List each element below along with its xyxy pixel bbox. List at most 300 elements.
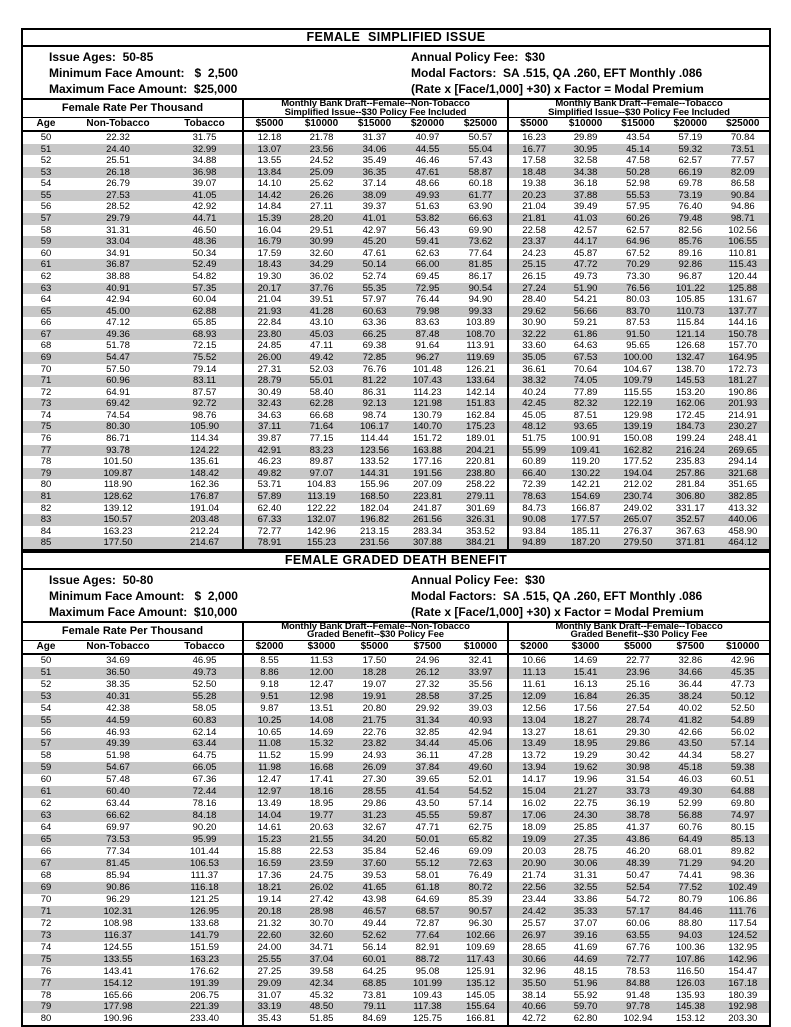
value-cell: 25.57 <box>507 918 559 930</box>
value-cell: 86.58 <box>730 178 755 190</box>
age-cell: 59 <box>40 236 52 248</box>
value-cell: 49.42 <box>309 351 334 363</box>
column-header: $15000 <box>357 118 392 129</box>
value-cell: 128.62 <box>103 490 133 502</box>
value-cell: 38.88 <box>106 270 130 282</box>
value-cell: 44.69 <box>573 953 598 965</box>
value-cell: 27.32 <box>415 678 440 690</box>
value-cell: 66.00 <box>415 259 440 271</box>
value-cell: 36.50 <box>106 666 130 678</box>
value-cell: 62.57 <box>678 155 703 167</box>
table-row <box>23 537 769 549</box>
value-cell: 50.01 <box>415 834 440 846</box>
column-header: $10000 <box>304 118 339 129</box>
info-section <box>23 570 769 623</box>
value-cell: 83.23 <box>309 444 334 456</box>
value-cell: 52.49 <box>192 259 217 271</box>
value-cell: 17.41 <box>309 774 334 786</box>
table-row <box>23 178 769 190</box>
minimum-face-amount-line: Minimum Face Amount: $ 2,500 <box>49 66 238 80</box>
value-cell: 100.36 <box>675 941 705 953</box>
value-cell: 214.67 <box>189 537 220 549</box>
value-cell: 15.88 <box>242 846 295 858</box>
rate-table-body <box>23 132 769 549</box>
table-row <box>23 456 769 468</box>
value-cell: 190.96 <box>103 1013 133 1025</box>
value-cell: 63.36 <box>362 317 387 329</box>
age-cell: 60 <box>40 247 52 259</box>
value-cell: 21.74 <box>507 870 559 882</box>
value-cell: 36.87 <box>106 259 130 271</box>
value-cell: 21.93 <box>242 306 295 318</box>
value-cell: 101.48 <box>412 363 443 375</box>
value-cell: 46.03 <box>678 774 703 786</box>
column-header: $2000 <box>242 641 295 653</box>
info-right <box>411 49 704 97</box>
value-cell: 59.41 <box>415 236 440 248</box>
age-cell: 79 <box>40 1001 52 1013</box>
info-right <box>411 572 704 620</box>
value-cell: 165.66 <box>103 989 133 1001</box>
value-cell: 81.45 <box>106 858 130 870</box>
value-cell: 47.61 <box>415 166 440 178</box>
value-cell: 96.29 <box>106 893 130 905</box>
value-cell: 58.40 <box>309 386 334 398</box>
value-cell: 82.32 <box>573 398 598 410</box>
value-cell: 30.90 <box>507 317 559 329</box>
value-cell: 23.80 <box>242 329 295 341</box>
value-cell: 55.92 <box>573 989 598 1001</box>
value-cell: 33.86 <box>573 893 598 905</box>
value-cell: 115.55 <box>623 386 653 398</box>
value-cell: 87.57 <box>192 386 217 398</box>
value-cell: 18.16 <box>309 786 334 798</box>
age-cell: 64 <box>40 822 52 834</box>
value-cell: 177.57 <box>571 514 601 526</box>
value-cell: 34.69 <box>106 654 130 666</box>
value-cell: 16.79 <box>242 236 295 248</box>
value-cell: 88.80 <box>678 917 703 929</box>
table-row <box>23 774 769 786</box>
value-cell: 51.63 <box>415 201 440 213</box>
value-cell: 64.96 <box>626 236 650 248</box>
value-cell: 60.04 <box>192 294 217 306</box>
value-cell: 54.89 <box>730 714 755 726</box>
value-cell: 42.91 <box>242 445 295 457</box>
value-cell: 67.36 <box>192 774 217 786</box>
age-cell: 52 <box>40 678 52 690</box>
age-cell: 54 <box>40 178 52 190</box>
value-cell: 98.36 <box>730 869 755 881</box>
value-cell: 27.53 <box>106 189 130 201</box>
value-cell: 142.14 <box>465 386 496 398</box>
value-cell: 49.30 <box>678 786 703 798</box>
age-cell: 82 <box>40 502 52 514</box>
value-cell: 83.11 <box>192 375 217 387</box>
value-cell: 177.98 <box>103 1001 133 1013</box>
value-cell: 69.97 <box>106 822 130 834</box>
value-cell: 25.16 <box>626 678 650 690</box>
value-cell: 166.81 <box>465 1013 496 1025</box>
value-cell: 119.69 <box>466 351 495 363</box>
value-cell: 52.50 <box>730 702 755 714</box>
value-cell: 57.19 <box>678 132 703 143</box>
value-cell: 34.71 <box>309 941 334 953</box>
value-cell: 84.18 <box>192 810 217 822</box>
value-cell: 181.27 <box>728 375 758 387</box>
value-cell: 12.00 <box>309 666 334 678</box>
value-cell: 50.47 <box>626 869 650 881</box>
value-cell: 131.67 <box>728 294 758 306</box>
value-cell: 113.91 <box>466 340 495 352</box>
value-cell: 190.86 <box>728 386 758 398</box>
value-cell: 63.44 <box>192 738 217 750</box>
column-header: Age <box>36 118 56 129</box>
value-cell: 41.69 <box>573 941 598 953</box>
value-cell: 80.30 <box>106 421 130 433</box>
table-row <box>23 822 769 834</box>
value-cell: 61.77 <box>468 189 493 201</box>
column-header: $3000 <box>571 640 600 652</box>
value-cell: 43.86 <box>626 834 650 846</box>
value-cell: 21.55 <box>309 834 334 846</box>
value-cell: 69.42 <box>106 398 130 410</box>
age-cell: 84 <box>40 525 52 537</box>
age-cell: 78 <box>40 989 52 1001</box>
table-row <box>23 132 769 144</box>
table-row <box>23 810 769 822</box>
column-header: $10000 <box>568 118 603 129</box>
value-cell: 49.73 <box>573 270 598 282</box>
value-cell: 101.22 <box>675 282 705 294</box>
value-cell: 117.54 <box>728 917 757 929</box>
value-cell: 97.78 <box>626 1001 650 1013</box>
value-cell: 203.48 <box>189 514 220 526</box>
value-cell: 192.98 <box>728 1001 758 1013</box>
value-cell: 19.91 <box>362 690 387 702</box>
value-cell: 85.94 <box>106 869 130 881</box>
value-cell: 69.90 <box>468 224 493 236</box>
value-cell: 53.82 <box>415 213 440 225</box>
value-cell: 116.37 <box>103 929 133 941</box>
value-cell: 464.12 <box>728 537 758 549</box>
table-row <box>23 213 769 225</box>
value-cell: 118.90 <box>103 479 133 491</box>
value-cell: 12.09 <box>507 691 559 703</box>
value-cell: 142.96 <box>306 525 337 537</box>
value-cell: 27.35 <box>573 834 598 846</box>
value-cell: 21.78 <box>309 132 334 143</box>
age-cell: 55 <box>40 714 52 726</box>
value-cell: 39.49 <box>573 201 598 213</box>
value-cell: 20.63 <box>309 822 334 834</box>
age-cell: 73 <box>40 398 52 410</box>
value-cell: 21.32 <box>242 918 295 930</box>
value-cell: 59.38 <box>730 762 755 774</box>
table-row <box>23 691 769 703</box>
value-cell: 69.78 <box>678 178 703 190</box>
value-cell: 47.11 <box>309 340 334 352</box>
age-cell: 69 <box>40 881 52 893</box>
value-cell: 74.54 <box>106 409 130 421</box>
value-cell: 306.80 <box>675 490 705 502</box>
value-cell: 13.04 <box>507 715 559 727</box>
value-cell: 62.57 <box>626 224 650 236</box>
value-cell: 220.81 <box>465 456 496 468</box>
value-cell: 8.86 <box>242 667 295 679</box>
value-cell: 96.87 <box>678 270 703 282</box>
value-cell: 49.73 <box>192 666 217 678</box>
value-cell: 22.77 <box>626 654 650 666</box>
value-cell: 42.57 <box>573 224 598 236</box>
value-cell: 95.99 <box>192 834 217 846</box>
table-row <box>23 294 769 306</box>
value-cell: 76.56 <box>626 282 650 294</box>
value-cell: 206.75 <box>189 989 220 1001</box>
value-cell: 45.32 <box>309 989 334 1001</box>
value-cell: 42.96 <box>730 654 755 666</box>
value-cell: 153.20 <box>675 386 705 398</box>
value-cell: 78.91 <box>242 537 295 549</box>
value-cell: 122.22 <box>306 502 337 514</box>
value-cell: 42.97 <box>362 224 387 236</box>
value-cell: 150.57 <box>103 514 133 526</box>
value-cell: 92.72 <box>192 398 217 410</box>
value-cell: 55.12 <box>415 858 440 870</box>
table-row <box>23 352 769 364</box>
value-cell: 50.14 <box>362 259 387 271</box>
value-cell: 207.09 <box>412 479 443 491</box>
value-cell: 96.30 <box>468 917 493 929</box>
age-cell: 70 <box>40 893 52 905</box>
value-cell: 43.54 <box>626 132 650 143</box>
value-cell: 49.82 <box>242 468 295 480</box>
column-header: $3000 <box>307 640 336 652</box>
value-cell: 107.86 <box>675 953 705 965</box>
table-row <box>23 271 769 283</box>
table-row <box>23 655 769 667</box>
value-cell: 34.66 <box>678 666 703 678</box>
value-cell: 73.30 <box>626 270 650 282</box>
value-cell: 80.72 <box>468 881 493 893</box>
age-cell: 57 <box>40 213 52 225</box>
value-cell: 16.02 <box>507 798 559 810</box>
value-cell: 115.84 <box>676 317 705 329</box>
value-cell: 62.40 <box>242 503 295 515</box>
value-cell: 47.71 <box>415 822 440 834</box>
value-cell: 166.87 <box>571 502 601 514</box>
value-cell: 41.03 <box>573 213 598 225</box>
nontobacco-draft-group-header: Monthly Bank Draft--Female--Non-Tobacco Simplified Issue--$30 Policy Fee Included <box>242 100 507 117</box>
value-cell: 60.96 <box>106 375 130 387</box>
value-cell: 49.36 <box>106 328 130 340</box>
value-cell: 29.86 <box>626 738 650 750</box>
table-row <box>23 410 769 422</box>
value-cell: 57.50 <box>106 363 130 375</box>
value-cell: 58.87 <box>468 166 493 178</box>
age-cell: 80 <box>40 479 52 491</box>
value-cell: 89.82 <box>730 846 755 858</box>
modal-factors-line: Modal Factors: SA .515, QA .260, EFT Monthly .086 <box>411 66 703 80</box>
value-cell: 203.30 <box>728 1013 758 1025</box>
value-cell: 22.53 <box>309 846 334 858</box>
value-cell: 51.98 <box>106 750 130 762</box>
value-cell: 66.68 <box>309 409 334 421</box>
value-cell: 154.47 <box>728 965 758 977</box>
table-row <box>23 526 769 538</box>
value-cell: 137.77 <box>728 305 758 317</box>
value-cell: 60.63 <box>362 305 387 317</box>
value-cell: 83.63 <box>415 317 440 329</box>
value-cell: 53.71 <box>242 479 295 491</box>
value-cell: 45.14 <box>626 143 650 155</box>
value-cell: 49.60 <box>468 762 493 774</box>
value-cell: 8.55 <box>242 655 295 667</box>
value-cell: 32.43 <box>242 398 295 410</box>
age-cell: 61 <box>40 786 52 798</box>
value-cell: 233.40 <box>189 1013 220 1025</box>
value-cell: 27.42 <box>309 893 334 905</box>
age-cell: 66 <box>40 317 52 329</box>
value-cell: 19.96 <box>573 774 598 786</box>
value-cell: 30.95 <box>573 143 598 155</box>
value-cell: 331.17 <box>675 502 705 514</box>
value-cell: 48.36 <box>192 236 217 248</box>
age-cell: 55 <box>40 189 52 201</box>
age-cell: 77 <box>40 444 52 456</box>
value-cell: 43.50 <box>678 738 703 750</box>
age-cell: 58 <box>40 224 52 236</box>
value-cell: 163.23 <box>103 525 133 537</box>
value-cell: 29.79 <box>106 213 130 225</box>
value-cell: 36.19 <box>626 798 650 810</box>
value-cell: 39.51 <box>309 294 334 306</box>
value-cell: 126.95 <box>189 905 220 917</box>
value-cell: 238.80 <box>465 467 496 479</box>
value-cell: 34.44 <box>415 738 440 750</box>
age-cell: 62 <box>40 270 52 282</box>
value-cell: 29.51 <box>309 224 334 236</box>
value-cell: 95.08 <box>415 965 440 977</box>
value-cell: 14.42 <box>242 190 295 202</box>
value-cell: 94.03 <box>678 929 703 941</box>
value-cell: 24.93 <box>362 750 387 762</box>
value-cell: 35.43 <box>242 1013 295 1025</box>
tobacco-draft-group-header: Monthly Bank Draft--Female--Tobacco Graded Benefit--$30 Policy Fee <box>507 623 769 640</box>
value-cell: 55.99 <box>507 445 559 457</box>
value-cell: 47.61 <box>362 247 387 259</box>
value-cell: 16.13 <box>573 678 598 690</box>
age-cell: 74 <box>40 409 52 421</box>
value-cell: 24.75 <box>309 869 334 881</box>
value-cell: 41.28 <box>309 305 334 317</box>
age-cell: 76 <box>40 965 52 977</box>
table-row <box>23 329 769 341</box>
value-cell: 45.06 <box>468 738 493 750</box>
value-cell: 42.72 <box>507 1013 559 1025</box>
value-cell: 151.72 <box>412 433 443 445</box>
value-cell: 105.90 <box>189 421 220 433</box>
value-cell: 48.12 <box>507 421 559 433</box>
value-cell: 17.36 <box>242 870 295 882</box>
rate-table-body <box>23 655 769 1026</box>
value-cell: 154.12 <box>103 977 133 989</box>
value-cell: 114.44 <box>360 433 389 445</box>
value-cell: 47.73 <box>730 678 755 690</box>
table-row <box>23 762 769 774</box>
value-cell: 49.44 <box>362 917 387 929</box>
value-cell: 40.31 <box>106 690 130 702</box>
value-cell: 22.75 <box>573 798 598 810</box>
value-cell: 199.24 <box>675 433 705 445</box>
value-cell: 66.05 <box>192 762 217 774</box>
value-cell: 132.95 <box>728 941 758 953</box>
value-cell: 57.14 <box>468 798 493 810</box>
value-cell: 33.97 <box>468 666 493 678</box>
value-cell: 46.23 <box>242 456 295 468</box>
value-cell: 52.01 <box>468 774 493 786</box>
value-cell: 45.20 <box>362 236 387 248</box>
value-cell: 56.02 <box>730 726 755 738</box>
value-cell: 102.56 <box>728 224 758 236</box>
value-cell: 135.61 <box>189 456 220 468</box>
value-cell: 52.50 <box>192 678 217 690</box>
value-cell: 283.34 <box>412 525 443 537</box>
table-row <box>23 750 769 762</box>
value-cell: 47.28 <box>468 750 493 762</box>
age-cell: 72 <box>40 917 52 929</box>
value-cell: 40.93 <box>468 714 493 726</box>
value-cell: 24.30 <box>573 810 598 822</box>
value-cell: 54.82 <box>192 270 217 282</box>
value-cell: 57.14 <box>730 738 755 750</box>
value-cell: 114.34 <box>190 433 219 445</box>
value-cell: 44.34 <box>678 750 703 762</box>
table-row <box>23 966 769 978</box>
value-cell: 92.13 <box>362 398 387 410</box>
value-cell: 15.04 <box>507 786 559 798</box>
value-cell: 72.85 <box>362 351 387 363</box>
table-row <box>23 201 769 213</box>
value-cell: 40.24 <box>507 387 559 399</box>
value-cell: 18.95 <box>309 798 334 810</box>
value-cell: 37.76 <box>309 282 334 294</box>
value-cell: 301.69 <box>465 502 496 514</box>
value-cell: 47.12 <box>106 317 130 329</box>
table-row <box>23 798 769 810</box>
table-row <box>23 990 769 1002</box>
value-cell: 100.00 <box>623 351 653 363</box>
value-cell: 66.40 <box>507 468 559 480</box>
age-cell: 78 <box>40 456 52 468</box>
value-cell: 83.70 <box>626 305 650 317</box>
value-cell: 126.03 <box>675 977 705 989</box>
value-cell: 24.00 <box>242 942 295 954</box>
value-cell: 30.06 <box>573 858 598 870</box>
value-cell: 66.63 <box>468 213 493 225</box>
value-cell: 60.06 <box>626 917 650 929</box>
value-cell: 73.62 <box>468 236 493 248</box>
value-cell: 119.20 <box>571 456 600 468</box>
value-cell: 31.75 <box>192 132 217 143</box>
value-cell: 79.11 <box>362 1001 387 1013</box>
value-cell: 58.05 <box>192 702 217 714</box>
value-cell: 60.76 <box>678 822 703 834</box>
value-cell: 10.65 <box>242 727 295 739</box>
value-cell: 72.95 <box>415 282 440 294</box>
value-cell: 76.40 <box>678 201 703 213</box>
age-cell: 66 <box>40 846 52 858</box>
